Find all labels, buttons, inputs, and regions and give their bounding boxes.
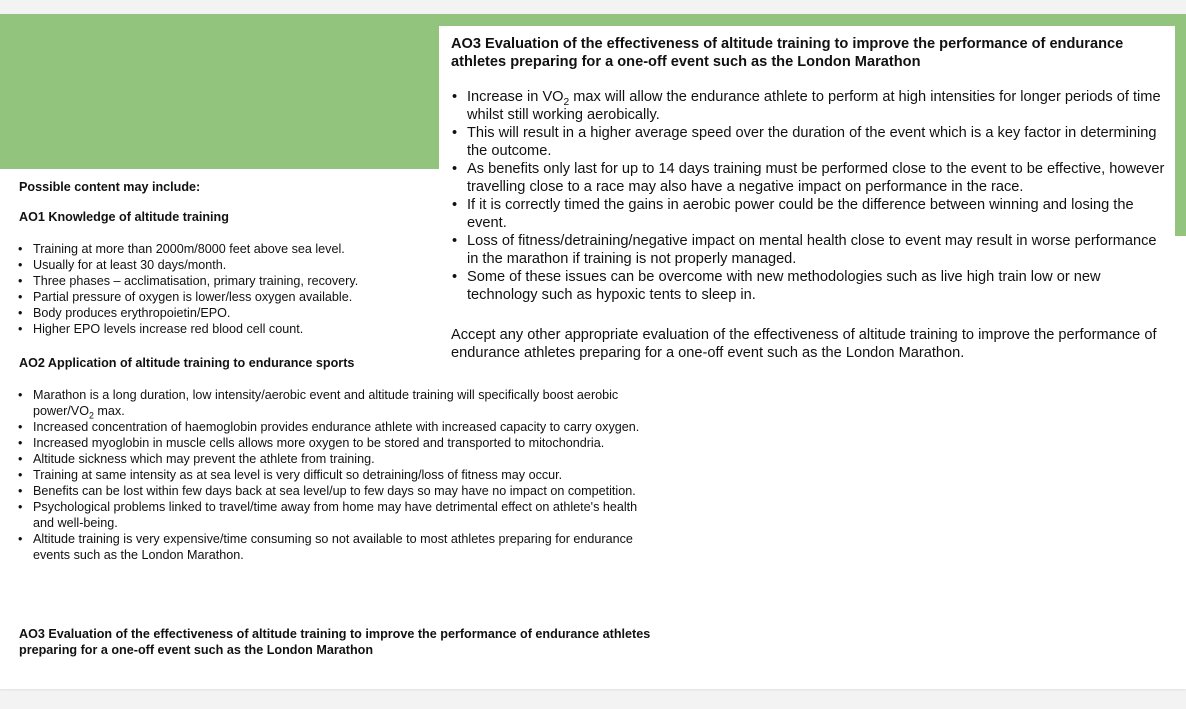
list-item: • Some of these issues can be overcome with new methodologies such as live high train low or new technology such as hypoxic tents to sleep in. — [467, 268, 1167, 304]
list-item: • Training at more than 2000m/8000 feet above sea level. — [33, 241, 648, 257]
list-item-text: max. — [93, 404, 125, 418]
accept-note: Accept any other appropriate evaluation of the effectiveness of altitude training to improve the performance of endurance athletes preparing for a one-off event such as the London Marathon. — [451, 327, 1157, 361]
list-item: • Loss of fitness/detraining/negative impact on mental health close to event may result in worse performance in the marathon if training is not properly managed. — [467, 232, 1167, 268]
list-item: • Partial pressure of oxygen is lower/less oxygen available. — [33, 289, 648, 305]
ao2-heading: AO2 Application of altitude training to endurance sports — [19, 356, 355, 370]
list-item: • Higher EPO levels increase red blood cell count. — [33, 321, 648, 337]
list-item: • Three phases – acclimatisation, primary training, recovery. — [33, 273, 648, 289]
list-item: • Benefits can be lost within few days back at sea level/up to few days so may have no impact on competition. — [33, 483, 648, 499]
list-item: • Usually for at least 30 days/month. — [33, 257, 648, 273]
ao3-heading: AO3 Evaluation of the effectiveness of altitude training to improve the performance of endurance athletes preparing for a one-off event such as the London Marathon — [19, 627, 651, 657]
ao1-heading: AO1 Knowledge of altitude training — [19, 210, 229, 224]
intro-text: Possible content may include: — [19, 180, 201, 194]
list-item: • Increased myoglobin in muscle cells allows more oxygen to be stored and transported to mitochondria. — [33, 435, 648, 451]
list-item — [33, 387, 648, 419]
list-item: • Altitude sickness which may prevent the athlete from training. — [33, 451, 648, 467]
subscript: 2 — [563, 96, 570, 108]
list-item: • Increased concentration of haemoglobin provides endurance athlete with increased capacity to carry oxygen. — [33, 419, 648, 435]
list-item — [467, 88, 1167, 124]
list-item: • Psychological problems linked to travel/time away from home may have detrimental effect on athlete's health and well-being. — [33, 499, 648, 531]
list-item-text: max will allow the endurance athlete to perform at high intensities for longer periods of time whilst still working aerobically. — [467, 89, 1161, 123]
list-item: • This will result in a higher average speed over the duration of the event which is a key factor in determining the outcome. — [467, 124, 1167, 160]
ao2-list — [33, 387, 648, 563]
list-item: • As benefits only last for up to 14 days training must be performed close to the event to be effective, however travelling close to a race may also have a negative impact on performance in the race. — [467, 160, 1167, 196]
ao3-list — [467, 88, 1167, 304]
list-item: • Body produces erythropoietin/EPO. — [33, 305, 648, 321]
ao3-panel-heading: AO3 Evaluation of the effectiveness of altitude training to improve the performance of endurance athletes preparing for a one-off event such as the London Marathon — [451, 36, 1124, 70]
list-item: • Training at same intensity as at sea level is very difficult so detraining/loss of fitness may occur. — [33, 467, 648, 483]
list-item: • If it is correctly timed the gains in aerobic power could be the difference between winning and losing the event. — [467, 196, 1167, 232]
subscript: 2 — [89, 410, 94, 421]
ao3-panel — [439, 26, 1175, 365]
list-item-text: Increase in VO — [467, 89, 564, 105]
list-item-text: Marathon is a long duration, low intensity/aerobic event and altitude training will specifically boost aerobic power/VO — [33, 388, 619, 418]
list-item: • Altitude training is very expensive/time consuming so not available to most athletes preparing for endurance events such as the London Marathon. — [33, 531, 648, 563]
